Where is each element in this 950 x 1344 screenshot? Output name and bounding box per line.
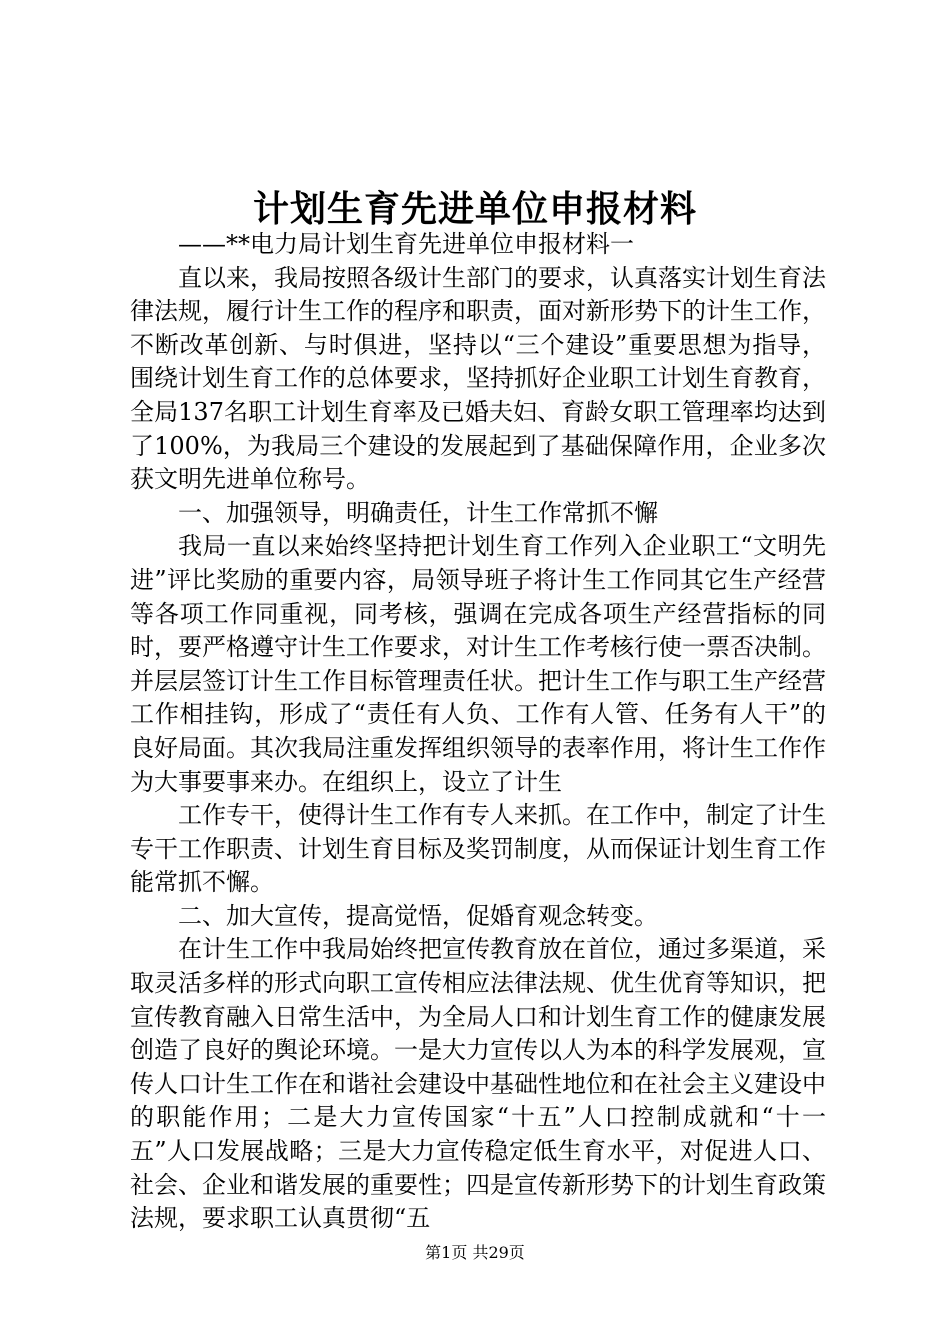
paragraph-section-1: 我局一直以来始终坚持把计划生育工作列入企业职工“文明先进”评比奖励的重要内容，局领导班子将计生工作同其它生产经营等各项工作同重视，同考核，强调在完成各项生产经营指标的同时，要严格遵守计生工作要求，对计生工作考核行使一票否决制。并层层签订计生工作目标管理责任状。把计生工作与职工生产经营工作相挂钩，形成了“责任有人负、工作有人管、任务有人干”的良好局面。其次我局注重发挥组织领导的表率作用，将计生工作作为大事要事来办。在组织上，设立了计生 [130,532,826,796]
paragraph-intro: 直以来，我局按照各级计生部门的要求，认真落实计划生育法律法规，履行计生工作的程序和职责，面对新形势下的计生工作，不断改革创新、与时俱进，坚持以“三个建设”重要思想为指导，围绕计划生育工作的总体要求，坚持抓好企业职工计划生育教育，全局137名职工计划生育率及已婚夫妇、育龄女职工管理率均达到了100%，为我局三个建设的发展起到了基础保障作用，企业多次获文明先进单位称号。 [130,263,826,494]
subtitle: ——**电力局计划生育先进单位申报材料一 [178,230,634,258]
document-title: 计划生育先进单位申报材料 [252,188,697,230]
document-body [130,228,826,1236]
paragraph-section-2: 在计生工作中我局始终把宣传教育放在首位，通过多渠道，采取灵活多样的形式向职工宣传相应法律法规、优生优育等知识，把宣传教育融入日常生活中，为全局人口和计划生育工作的健康发展创造了良好的舆论环境。一是大力宣传以人为本的科学发展观，宣传人口计生工作在和谐社会建设中基础性地位和在社会主义建设中的职能作用；二是大力宣传国家“十五”人口控制成就和“十一五”人口发展战略；三是大力宣传稳定低生育水平，对促进人口、社会、企业和谐发展的重要性；四是宣传新形势下的计划生育政策法规，要求职工认真贯彻“五 [130,935,826,1233]
section-heading-2: 二、加大宣传，提高觉悟，促婚育观念转变。 [178,901,658,930]
paragraph-section-1-continued: 工作专干，使得计生工作有专人来抓。在工作中，制定了计生专干工作职责、计划生育目标及奖罚制度，从而保证计划生育工作能常抓不懈。 [130,801,826,897]
page-number: 第1页 共29页 [425,1243,525,1262]
section-heading-1: 一、加强领导，明确责任，计生工作常抓不懈 [178,498,658,527]
